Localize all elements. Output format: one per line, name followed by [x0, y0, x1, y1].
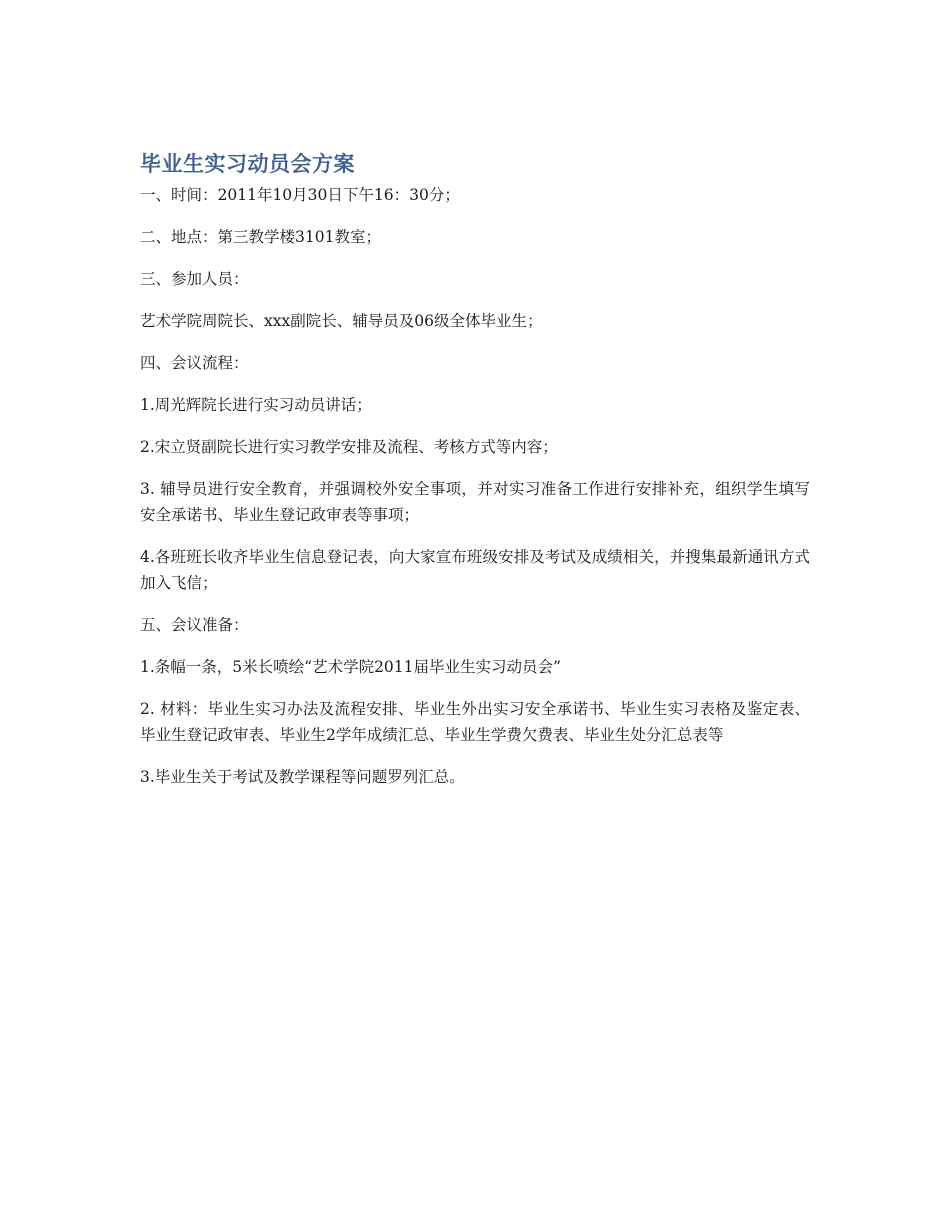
paragraph-agenda-item-4: 4.各班班长收齐毕业生信息登记表，向大家宣布班级安排及考试及成绩相关，并搜集最新通讯方式加入飞信；: [140, 548, 810, 592]
paragraph-time: 一、时间：2011年10月30日下午16：30分；: [140, 186, 460, 204]
paragraph-location: 二、地点：第三教学楼3101教室；: [140, 228, 381, 246]
paragraph-agenda-heading: 四、会议流程：: [140, 354, 249, 372]
paragraph-preparation-item-3: 3.毕业生关于考试及教学课程等问题罗列汇总。: [140, 768, 465, 786]
paragraph-attendees: 艺术学院周院长、xxx副院长、辅导员及06级全体毕业生；: [140, 312, 543, 330]
paragraph-preparation-item-1: 1.条幅一条，5米长喷绘“艺术学院2011届毕业生实习动员会”: [140, 658, 561, 676]
paragraph-agenda-item-1: 1.周光辉院长进行实习动员讲话；: [140, 396, 372, 414]
paragraph-agenda-item-3: 3. 辅导员进行安全教育，并强调校外安全事项，并对实习准备工作进行安排补充，组织学生填写安全承诺书、毕业生登记政审表等事项；: [140, 480, 810, 524]
paragraph-agenda-item-2: 2.宋立贤副院长进行实习教学安排及流程、考核方式等内容；: [140, 438, 558, 456]
document-page: [140, 148, 810, 806]
paragraph-attendees-heading: 三、参加人员：: [140, 270, 249, 288]
paragraph-preparation-item-2: 2. 材料：毕业生实习办法及流程安排、毕业生外出实习安全承诺书、毕业生实习表格及鉴定表、毕业生登记政审表、毕业生2学年成绩汇总、毕业生学费欠费表、毕业生处分汇总表等: [140, 700, 810, 744]
paragraph-preparation-heading: 五、会议准备：: [140, 616, 249, 634]
document-title: 毕业生实习动员会方案: [140, 152, 355, 176]
